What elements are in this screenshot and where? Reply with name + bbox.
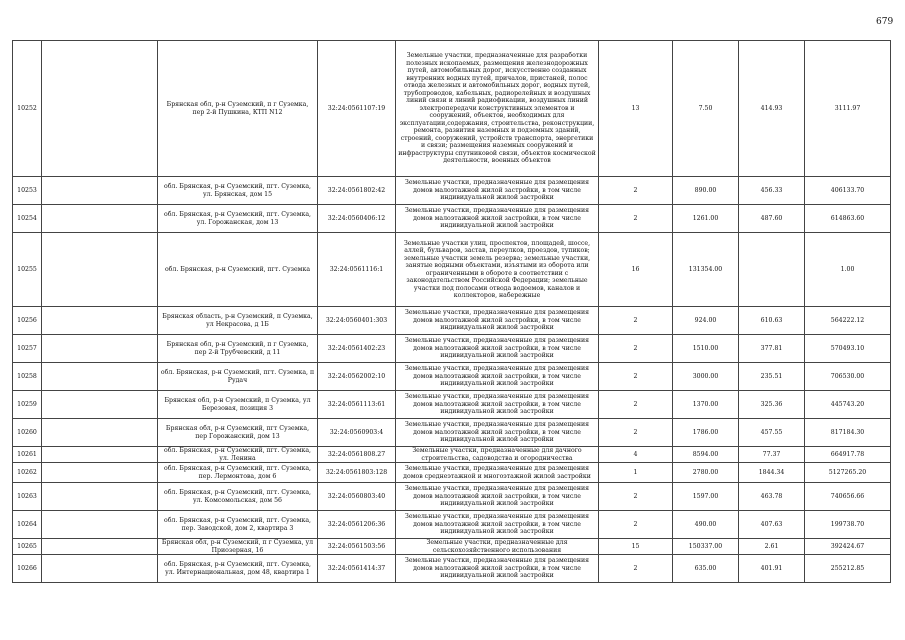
group-code-cell: 2 <box>599 307 673 335</box>
table-row <box>13 463 891 483</box>
specific-value-cell: 2.61 <box>739 539 805 555</box>
cadastral-number-cell: 32:24:0560903:4 <box>318 419 396 447</box>
address-cell: обл. Брянская, р-н Суземский, пгт. Суземка <box>158 233 318 307</box>
address-cell: Брянская область, р-н Суземский, п Суземка, ул Некрасова, д 1Б <box>158 307 318 335</box>
table-row <box>13 205 891 233</box>
land-use-cell: Земельные участки, предназначенные для размещения домов среднеэтажной и многоэтажной жилой застройки <box>396 463 599 483</box>
specific-value-cell: 407.63 <box>739 511 805 539</box>
address-cell: Брянская обл, р-н Суземский, пгт Суземка, пер Горожанский, дом 13 <box>158 419 318 447</box>
area-cell: 1597.00 <box>673 483 739 511</box>
empty-cell <box>42 463 158 483</box>
empty-cell <box>42 335 158 363</box>
empty-cell <box>42 307 158 335</box>
area-cell: 635.00 <box>673 555 739 583</box>
table-row <box>13 363 891 391</box>
address-cell: Брянская обл, р-н Суземский, п г Суземка, пер 2-й Пушкина, КТП N12 <box>158 41 318 177</box>
land-use-cell: Земельные участки, предназначенные для размещения домов малоэтажной жилой застройки, в том числе индивидуальной жилой застройки <box>396 335 599 363</box>
area-cell: 924.00 <box>673 307 739 335</box>
land-use-cell: Земельные участки улиц, проспектов, площадей, шоссе, аллей, бульваров, застав, переулков, проездов, тупиков; земельные участки земель резерва; земельные участки, занятые водными объектами, изъятыми из оборота или ограниченными в обороте в соответствии с законодательством Российской Федерации; земельные участки под полосами отвода водоемов, каналов и коллекторов, набережные <box>396 233 599 307</box>
address-cell: обл. Брянская, р-н Суземский, пгт. Суземка, пер. Лермонтова, дом 6 <box>158 463 318 483</box>
area-cell: 490.00 <box>673 511 739 539</box>
row-number: 10262 <box>13 463 42 483</box>
row-number: 10263 <box>13 483 42 511</box>
table-row <box>13 447 891 463</box>
area-cell: 8594.00 <box>673 447 739 463</box>
land-use-cell: Земельные участки, предназначенные для размещения домов малоэтажной жилой застройки, в том числе индивидуальной жилой застройки <box>396 555 599 583</box>
specific-value-cell: 457.55 <box>739 419 805 447</box>
group-code-cell: 2 <box>599 205 673 233</box>
row-number: 10258 <box>13 363 42 391</box>
cadastral-value-cell: 570493.10 <box>805 335 891 363</box>
empty-cell <box>42 233 158 307</box>
row-number: 10261 <box>13 447 42 463</box>
row-number: 10256 <box>13 307 42 335</box>
empty-cell <box>42 363 158 391</box>
cadastral-value-cell: 5127265.20 <box>805 463 891 483</box>
cadastral-number-cell: 32:24:0562002:10 <box>318 363 396 391</box>
land-use-cell: Земельные участки, предназначенные для сельскохозяйственного использования <box>396 539 599 555</box>
land-use-cell: Земельные участки, предназначенные для дачного строительства, садоводства и огородничества <box>396 447 599 463</box>
row-number: 10266 <box>13 555 42 583</box>
land-use-cell: Земельные участки, предназначенные для размещения домов малоэтажной жилой застройки, в том числе индивидуальной жилой застройки <box>396 307 599 335</box>
area-cell: 890.00 <box>673 177 739 205</box>
group-code-cell: 1 <box>599 463 673 483</box>
cadastral-number-cell: 32:24:0561402:23 <box>318 335 396 363</box>
row-number: 10254 <box>13 205 42 233</box>
address-cell: обл. Брянская, р-н Суземский, пгт. Суземка, п Рудач <box>158 363 318 391</box>
table-row <box>13 419 891 447</box>
cadastral-value-cell: 564222.12 <box>805 307 891 335</box>
cadastral-value-cell: 706530.00 <box>805 363 891 391</box>
group-code-cell: 2 <box>599 363 673 391</box>
group-code-cell: 16 <box>599 233 673 307</box>
empty-cell <box>42 41 158 177</box>
page-number: 679 <box>876 17 894 27</box>
specific-value-cell: 463.78 <box>739 483 805 511</box>
area-cell: 1786.00 <box>673 419 739 447</box>
cadastral-number-cell: 32:24:0560406:12 <box>318 205 396 233</box>
specific-value-cell: 487.60 <box>739 205 805 233</box>
empty-cell <box>42 539 158 555</box>
cadastral-number-cell: 32:24:0561107:19 <box>318 41 396 177</box>
cadastral-value-cell: 1.00 <box>805 233 891 307</box>
land-use-cell: Земельные участки, предназначенные для размещения домов малоэтажной жилой застройки, в том числе индивидуальной жилой застройки <box>396 511 599 539</box>
group-code-cell: 2 <box>599 335 673 363</box>
address-cell: обл. Брянская, р-н Суземский, пгт. Суземка, ул. Брянская, дом 15 <box>158 177 318 205</box>
cadastral-value-cell: 817184.30 <box>805 419 891 447</box>
cadastral-number-cell: 32:24:0561206:36 <box>318 511 396 539</box>
empty-cell <box>42 511 158 539</box>
row-number: 10265 <box>13 539 42 555</box>
area-cell: 7.50 <box>673 41 739 177</box>
row-number: 10253 <box>13 177 42 205</box>
table-row <box>13 539 891 555</box>
cadastral-number-cell: 32:24:0561113:61 <box>318 391 396 419</box>
table-row <box>13 307 891 335</box>
group-code-cell: 4 <box>599 447 673 463</box>
cadastral-number-cell: 32:24:0561802:42 <box>318 177 396 205</box>
specific-value-cell: 325.36 <box>739 391 805 419</box>
address-cell: обл. Брянская, р-н Суземский, пгт. Суземка, ул. Комсомольская, дом 56 <box>158 483 318 511</box>
table-row <box>13 41 891 177</box>
land-use-cell: Земельные участки, предназначенные для размещения домов малоэтажной жилой застройки, в том числе индивидуальной жилой застройки <box>396 363 599 391</box>
address-cell: Брянская обл, р-н Суземский, п Суземка, ул Березовая, позиция 3 <box>158 391 318 419</box>
specific-value-cell: 77.37 <box>739 447 805 463</box>
specific-value-cell: 1844.34 <box>739 463 805 483</box>
specific-value-cell <box>739 233 805 307</box>
area-cell: 131354.00 <box>673 233 739 307</box>
table-row <box>13 391 891 419</box>
land-use-cell: Земельные участки, предназначенные для размещения домов малоэтажной жилой застройки, в том числе индивидуальной жилой застройки <box>396 391 599 419</box>
area-cell: 1261.00 <box>673 205 739 233</box>
table-row <box>13 483 891 511</box>
address-cell: обл. Брянская, р-н Суземский, пгт. Суземка, ул. Интернациональная, дом 48, квартира 1 <box>158 555 318 583</box>
empty-cell <box>42 391 158 419</box>
cadastral-value-table <box>12 40 891 583</box>
empty-cell <box>42 447 158 463</box>
empty-cell <box>42 483 158 511</box>
land-use-cell: Земельные участки, предназначенные для размещения домов малоэтажной жилой застройки, в том числе индивидуальной жилой застройки <box>396 483 599 511</box>
specific-value-cell: 610.63 <box>739 307 805 335</box>
cadastral-value-cell: 255212.85 <box>805 555 891 583</box>
empty-cell <box>42 177 158 205</box>
cadastral-number-cell: 32:24:0561808.27 <box>318 447 396 463</box>
cadastral-value-cell: 445743.20 <box>805 391 891 419</box>
group-code-cell: 2 <box>599 555 673 583</box>
table-row <box>13 177 891 205</box>
land-use-cell: Земельные участки, предназначенные для разработки полезных ископаемых, размещения железнодорожных путей, автомобильных дорог, искусственно созданных внутренних водных путей, причалов, пристаней, полос отвода железных и автомобильных дорог, водных путей, трубопроводов, кабельных, радиорелейных и воздушных линий связи и линий радиофикации, воздушных линий электропередачи конструктивных элементов и сооружений, объектов, необходимых для эксплуатации,содержания, строительства, реконструкции, ремонта, развития наземных и подземных зданий, строений, сооружений, устройств транспорта, энергетики и связи; размещения наземных сооружений и инфраструктуры спутниковой связи, объектов космической деятельности, военных объектов <box>396 41 599 177</box>
address-cell: обл. Брянская, р-н Суземский, пгт. Суземка, ул. Горожанская, дом 13 <box>158 205 318 233</box>
cadastral-value-cell: 614863.60 <box>805 205 891 233</box>
specific-value-cell: 414.93 <box>739 41 805 177</box>
cadastral-number-cell: 32:24:0561803:128 <box>318 463 396 483</box>
row-number: 10259 <box>13 391 42 419</box>
land-use-cell: Земельные участки, предназначенные для размещения домов малоэтажной жилой застройки, в том числе индивидуальной жилой застройки <box>396 419 599 447</box>
row-number: 10264 <box>13 511 42 539</box>
area-cell: 1370.00 <box>673 391 739 419</box>
cadastral-number-cell: 32:24:0560401:303 <box>318 307 396 335</box>
area-cell: 150337.00 <box>673 539 739 555</box>
land-use-cell: Земельные участки, предназначенные для размещения домов малоэтажной жилой застройки, в том числе индивидуальной жилой застройки <box>396 177 599 205</box>
group-code-cell: 15 <box>599 539 673 555</box>
address-cell: Брянская обл, р-н Суземский, п г Суземка, ул Приозерная, 16 <box>158 539 318 555</box>
table-row <box>13 511 891 539</box>
row-number: 10255 <box>13 233 42 307</box>
group-code-cell: 2 <box>599 391 673 419</box>
table-row <box>13 555 891 583</box>
empty-cell <box>42 419 158 447</box>
table-row <box>13 335 891 363</box>
specific-value-cell: 401.91 <box>739 555 805 583</box>
cadastral-value-cell: 199738.70 <box>805 511 891 539</box>
cadastral-value-cell: 664917.78 <box>805 447 891 463</box>
empty-cell <box>42 555 158 583</box>
cadastral-value-cell: 3111.97 <box>805 41 891 177</box>
address-cell: обл. Брянская, р-н Суземский, пгт. Суземка, пер. Заводской, дом 2, квартира 3 <box>158 511 318 539</box>
table-row <box>13 233 891 307</box>
address-cell: Брянская обл, р-н Суземский, п г Суземка, пер 2-й Трубчевский, д 11 <box>158 335 318 363</box>
empty-cell <box>42 205 158 233</box>
cadastral-number-cell: 32:24:0560803:40 <box>318 483 396 511</box>
cadastral-number-cell: 32:24:0561414:37 <box>318 555 396 583</box>
cadastral-number-cell: 32:24:0561503:56 <box>318 539 396 555</box>
cadastral-value-cell: 392424.67 <box>805 539 891 555</box>
address-cell: обл. Брянская, р-н Суземский, пгт. Суземка, ул. Ленина <box>158 447 318 463</box>
specific-value-cell: 377.81 <box>739 335 805 363</box>
row-number: 10260 <box>13 419 42 447</box>
group-code-cell: 2 <box>599 177 673 205</box>
area-cell: 3000.00 <box>673 363 739 391</box>
specific-value-cell: 235.51 <box>739 363 805 391</box>
specific-value-cell: 456.33 <box>739 177 805 205</box>
cadastral-value-cell: 406133.70 <box>805 177 891 205</box>
group-code-cell: 13 <box>599 41 673 177</box>
land-use-cell: Земельные участки, предназначенные для размещения домов малоэтажной жилой застройки, в том числе индивидуальной жилой застройки <box>396 205 599 233</box>
row-number: 10252 <box>13 41 42 177</box>
group-code-cell: 2 <box>599 511 673 539</box>
area-cell: 1510.00 <box>673 335 739 363</box>
group-code-cell: 2 <box>599 483 673 511</box>
group-code-cell: 2 <box>599 419 673 447</box>
cadastral-number-cell: 32:24:0561116:1 <box>318 233 396 307</box>
cadastral-value-cell: 740656.66 <box>805 483 891 511</box>
area-cell: 2780.00 <box>673 463 739 483</box>
row-number: 10257 <box>13 335 42 363</box>
